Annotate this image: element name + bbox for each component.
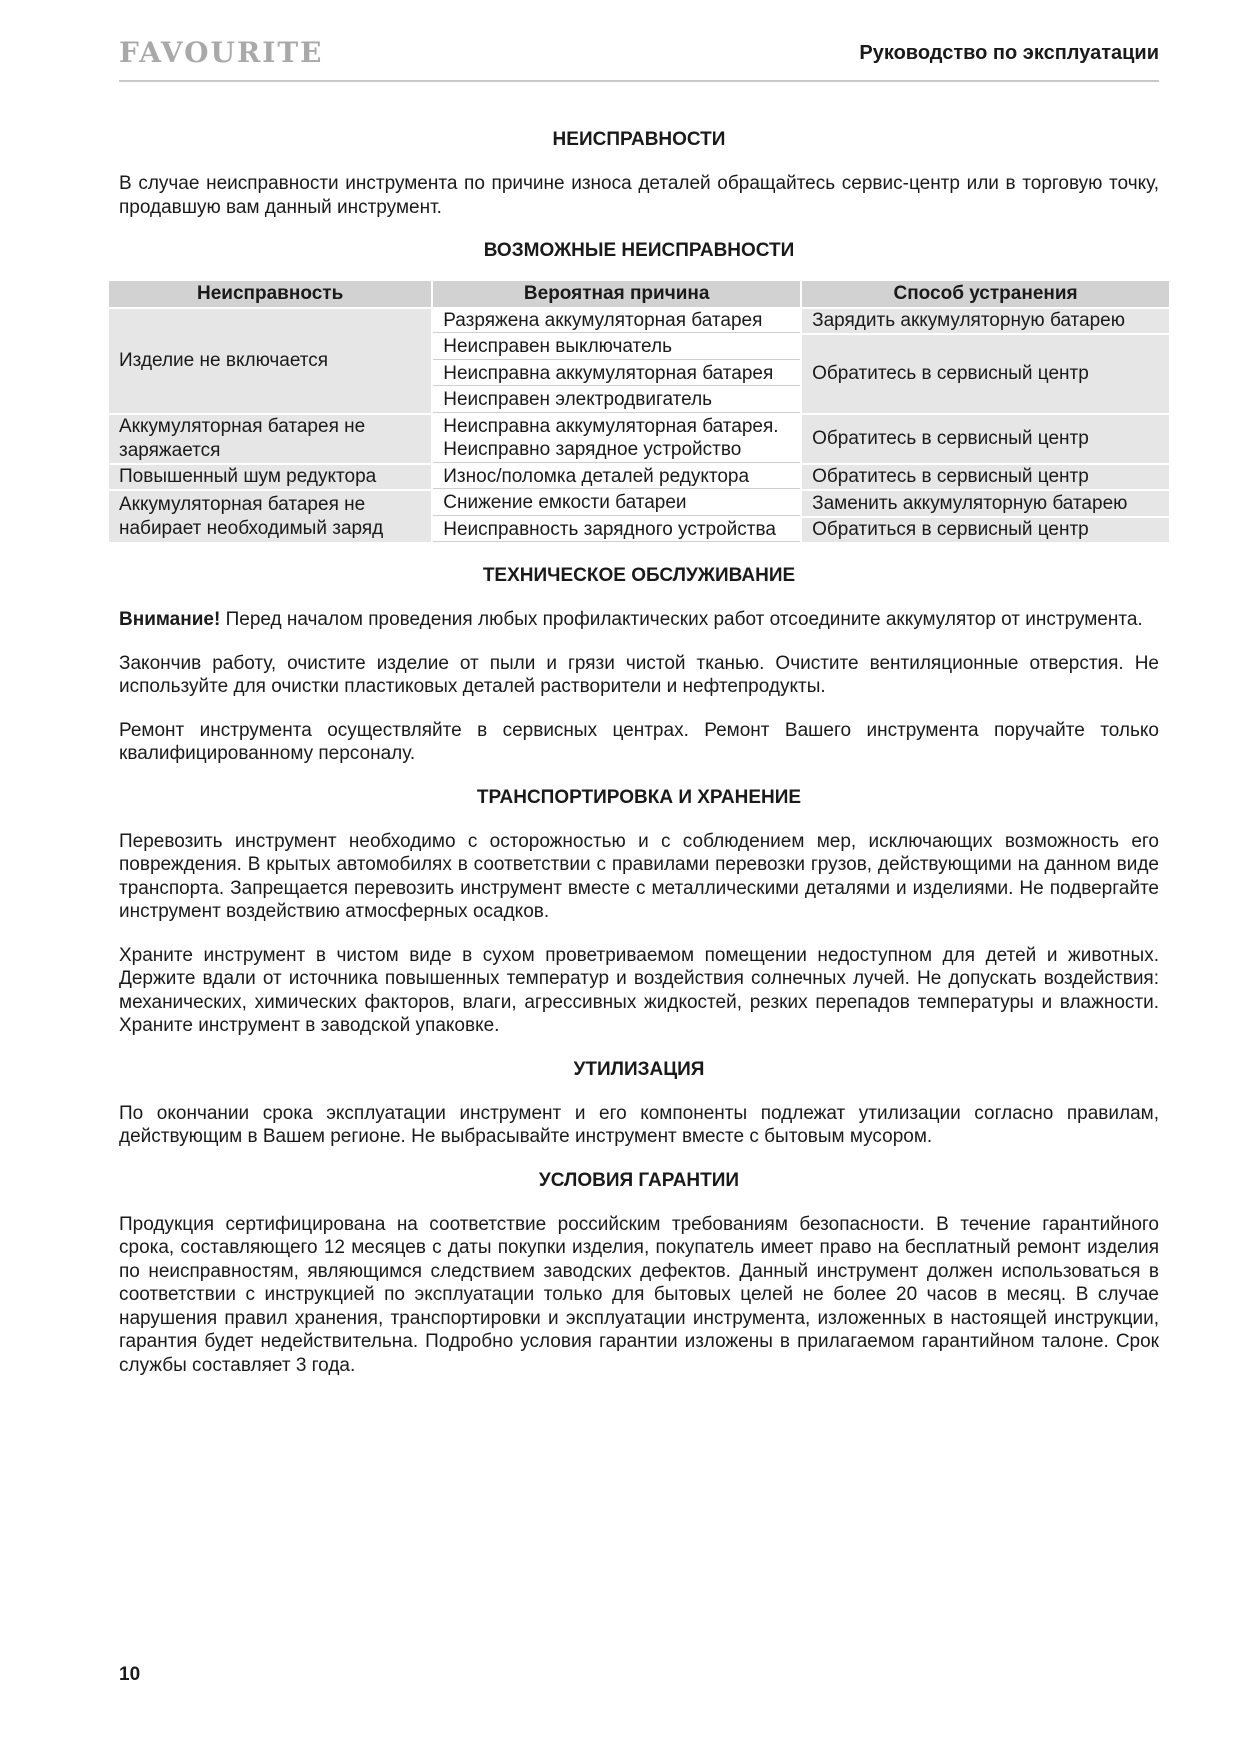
remedy-cell: Обратитесь в сервисный центр	[802, 335, 1169, 413]
page-header	[119, 36, 1159, 82]
table-header-fault: Неисправность	[109, 281, 431, 307]
page-content	[119, 128, 1159, 1377]
cause-cell: Износ/поломка деталей редуктора	[433, 465, 800, 490]
brand-logo: FAVOURITE	[119, 36, 324, 69]
cause-cell: Неисправен выключатель	[433, 335, 800, 360]
table-row	[109, 491, 1169, 516]
cause-cell: Неисправна аккумуляторная батарея. Неисправно зарядное устройство	[433, 415, 800, 463]
disposal-text: По окончании срока эксплуатации инструмент и его компоненты подлежат утилизации согласно правилам, действующим в Вашем регионе. Не выбрасывайте инструмент вместе с бытовым мусором.	[119, 1102, 1159, 1147]
storage-text: Храните инструмент в чистом виде в сухом проветриваемом помещении недоступном для детей и животных. Держите вдали от источника повышенных температур и воздействия солнечных лучей. Не допускать воздействия: механических, химических факторов, влаги, агрессивных жидкостей, резких перепадов температуры и влажности. Храните инструмент в заводской упаковке.	[119, 944, 1159, 1036]
section-title-maintenance: ТЕХНИЧЕСКОЕ ОБСЛУЖИВАНИЕ	[482, 565, 796, 586]
remedy-cell: Обратитесь в сервисный центр	[802, 415, 1169, 463]
fault-cell: Изделие не включается	[109, 309, 431, 413]
faults-text: В случае неисправности инструмента по причине износа деталей обращайтесь сервис-центр или в торговую точку, продавшую вам данный инструмент.	[119, 173, 1159, 218]
section-title-faults: НЕИСПРАВНОСТИ	[552, 129, 726, 150]
faults-table	[107, 279, 1171, 544]
table-row	[109, 309, 1169, 334]
table-row	[109, 465, 1169, 490]
cause-cell: Неисправность зарядного устройства	[433, 518, 800, 543]
table-header-cause: Вероятная причина	[433, 281, 800, 307]
table-header-remedy: Способ устранения	[802, 281, 1169, 307]
section-title-possible-faults: ВОЗМОЖНЫЕ НЕИСПРАВНОСТИ	[483, 240, 795, 261]
warranty-text: Продукция сертифицирована на соответствие российским требованиям безопасности. В течение гарантийного срока, составляющего 12 месяцев с даты покупки изделия, покупатель имеет право на бесплатный ремонт изделия по неисправностям, являющимся следствием заводских дефектов. Данный инструмент должен использоваться в соответствии с инструкцией по эксплуатации только для бытовых целей не более 20 часов в месяц. В случае нарушения правил хранения, транспортировки и эксплуатации инструмента, изложенных в настоящей инструкции, гарантия будет недействительна. Подробно условия гарантии изложены в прилагаемом гарантийном талоне. Срок службы составляет 3 года.	[119, 1213, 1159, 1376]
remedy-cell: Обратиться в сервисный центр	[802, 518, 1169, 543]
cause-cell: Разряжена аккумуляторная батарея	[433, 309, 800, 334]
remedy-cell: Обратитесь в сервисный центр	[802, 465, 1169, 490]
document-title: Руководство по эксплуатации	[859, 42, 1159, 64]
fault-cell: Повышенный шум редуктора	[109, 465, 431, 490]
transport-text: Перевозить инструмент необходимо с осторожностью и с соблюдением мер, исключающих возможность его повреждения. В крытых автомобилях в соответствии с правилами перевозки грузов, действующими на данном виде транспорта. Запрещается перевозить инструмент вместе с металлическими деталями и изделиями. Не подвергайте инструмент воздействию атмосферных осадков.	[119, 830, 1159, 922]
maintenance-warning	[119, 608, 1159, 632]
table-header-row	[109, 281, 1169, 307]
maintenance-repair-text: Ремонт инструмента осуществляйте в сервисных центрах. Ремонт Вашего инструмента поручайте только квалифицированному персоналу.	[119, 719, 1159, 764]
remedy-cell: Заменить аккумуляторную батарею	[802, 491, 1169, 516]
cause-cell: Неисправен электродвигатель	[433, 388, 800, 413]
maintenance-cleaning-text: Закончив работу, очистите изделие от пыли и грязи чистой тканью. Очистите вентиляционные отверстия. Не используйте для очистки пластиковых деталей растворители и нефтепродукты.	[119, 652, 1159, 697]
page-number: 10	[119, 1664, 141, 1685]
warning-text: Перед началом проведения любых профилактических работ отсоедините аккумулятор от инструмента.	[220, 609, 1143, 630]
cause-cell: Снижение емкости батареи	[433, 491, 800, 516]
cause-cell: Неисправна аккумуляторная батарея	[433, 362, 800, 387]
fault-cell: Аккумуляторная батарея не набирает необходимый заряд	[109, 491, 431, 542]
remedy-cell: Зарядить аккумуляторную батарею	[802, 309, 1169, 334]
section-title-warranty: УСЛОВИЯ ГАРАНТИИ	[538, 1169, 740, 1191]
table-row	[109, 415, 1169, 463]
warning-label: Внимание!	[119, 609, 221, 630]
fault-cell: Аккумуляторная батарея не заряжается	[109, 415, 431, 463]
section-title-disposal: УТИЛИЗАЦИЯ	[573, 1058, 705, 1080]
section-title-transport: ТРАНСПОРТИРОВКА И ХРАНЕНИЕ	[476, 786, 802, 808]
